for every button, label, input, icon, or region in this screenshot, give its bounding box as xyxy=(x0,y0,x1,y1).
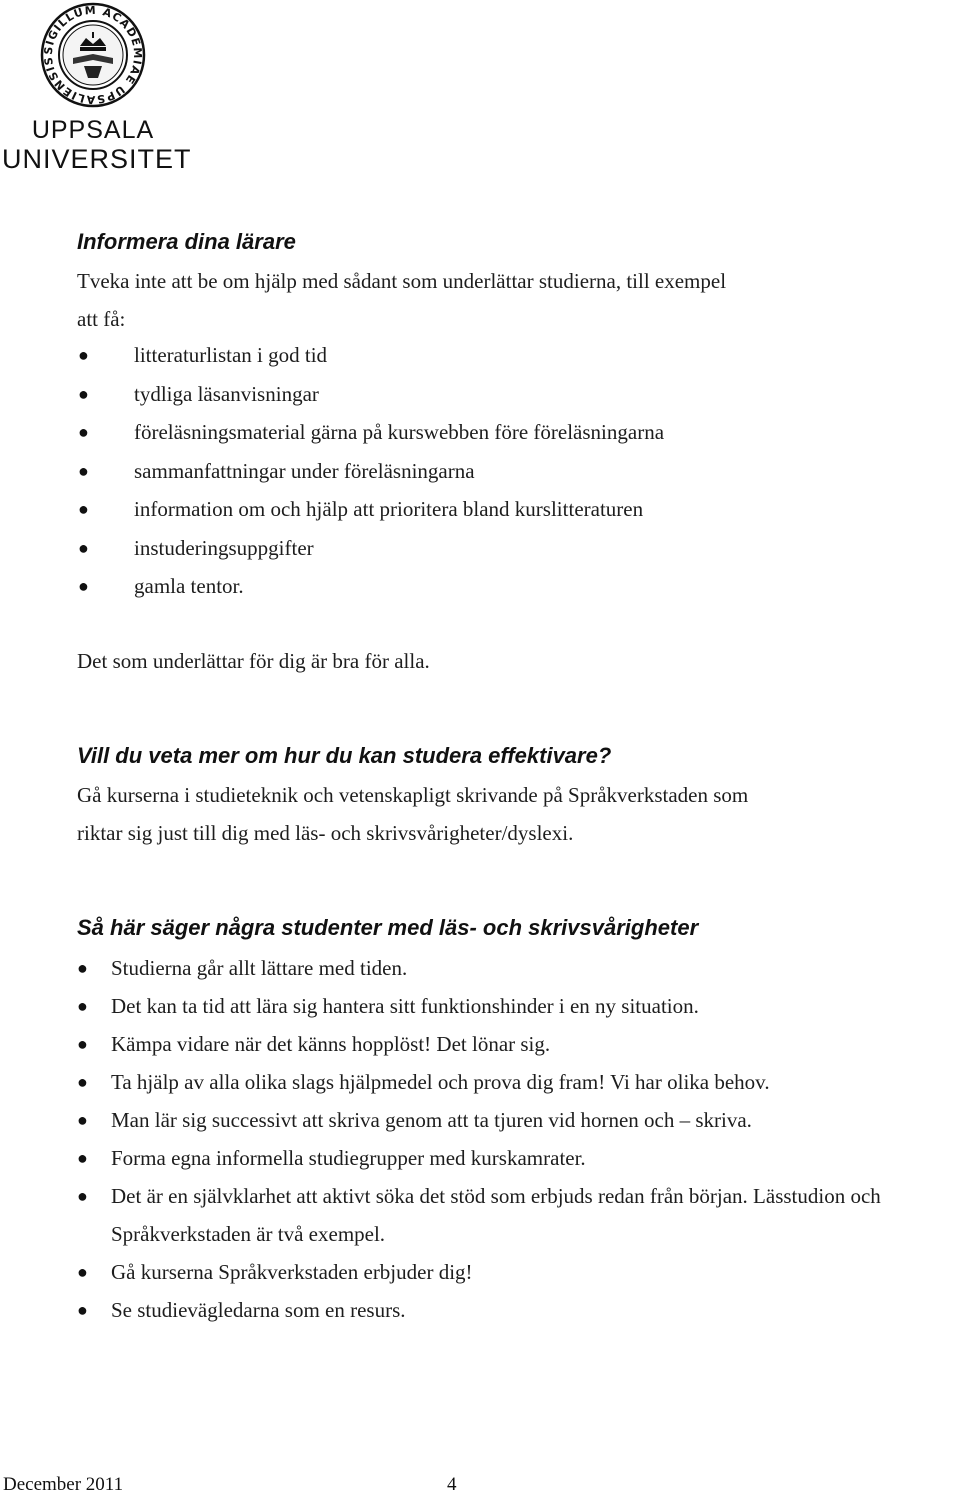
list-item: ● Forma egna informella studiegrupper med kurskamrater. xyxy=(77,1139,957,1177)
section2-heading: Vill du veta mer om hur du kan studera effektivare? xyxy=(77,743,612,768)
list-item: ● Det är en självklarhet att aktivt söka det stöd som erbjuds redan från början. Lässtudion och Språkverkstaden är två exempel. xyxy=(77,1177,960,1253)
list-item: ● Studierna går allt lättare med tiden. xyxy=(77,949,957,987)
list-item: ● Ta hjälp av alla olika slags hjälpmedel och prova dig fram! Vi har olika behov. xyxy=(77,1063,911,1101)
bullet-icon: ● xyxy=(77,958,88,978)
section1-intro-line1: Tveka inte att be om hjälp med sådant som underlättar studierna, till exempel xyxy=(77,269,727,293)
list-item: ● tydliga läsanvisningar xyxy=(77,375,664,414)
logo-wordmark-line1: UPPSALA xyxy=(31,116,155,144)
section1-closing: Det som underlättar för dig är bra för alla. xyxy=(77,649,430,673)
bullet-icon: ● xyxy=(78,383,89,404)
uppsala-university-logo xyxy=(2,2,192,178)
university-seal-icon xyxy=(40,2,146,108)
list-item: ● Gå kurserna Språkverkstaden erbjuder dig! xyxy=(77,1253,957,1291)
footer-page-number: 4 xyxy=(447,1474,457,1495)
list-item: ● information om och hjälp att prioritera bland kurslitteraturen xyxy=(77,490,664,529)
bullet-icon: ● xyxy=(77,1186,88,1206)
list-item: ● föreläsningsmaterial gärna på kurswebben före föreläsningarna xyxy=(77,413,664,452)
bullet-icon: ● xyxy=(77,1262,88,1282)
bullet-icon: ● xyxy=(78,460,89,481)
list-item: ● Kämpa vidare när det känns hopplöst! Det lönar sig. xyxy=(77,1025,957,1063)
bullet-icon: ● xyxy=(78,499,89,519)
list-item: ● Det kan ta tid att lära sig hantera sitt funktionshinder i en ny situation. xyxy=(77,987,957,1025)
bullet-icon: ● xyxy=(78,422,89,442)
bullet-icon: ● xyxy=(78,537,89,558)
list-item: ● Man lär sig successivt att skriva genom att ta tjuren vid hornen och – skriva. xyxy=(77,1101,957,1139)
section2-body-line2: riktar sig just till dig med läs- och skrivsvårigheter/dyslexi. xyxy=(77,821,574,845)
section3-list xyxy=(77,949,957,1329)
bullet-icon: ● xyxy=(77,1034,88,1054)
list-item: ● instuderingsuppgifter xyxy=(77,529,664,568)
list-item: ● Se studievägledarna som en resurs. xyxy=(77,1291,957,1329)
bullet-icon: ● xyxy=(77,1072,88,1092)
section1-heading: Informera dina lärare xyxy=(77,229,296,254)
bullet-icon: ● xyxy=(78,345,89,365)
svg-text:SIGILLUM ACADEMIAE UPSALIENSIS: SIGILLUM ACADEMIAE UPSALIENSIS xyxy=(41,3,145,107)
section1-intro-line2: att få: xyxy=(77,307,126,331)
section3-heading: Så här säger några studenter med läs- och skrivsvårigheter xyxy=(77,915,699,940)
section1-list xyxy=(77,336,664,606)
footer-date: December 2011 xyxy=(3,1474,124,1495)
list-item: ● litteraturlistan i god tid xyxy=(77,336,664,375)
bullet-icon: ● xyxy=(78,576,89,596)
list-item: ● sammanfattningar under föreläsningarna xyxy=(77,452,664,491)
bullet-icon: ● xyxy=(77,1148,88,1168)
section2-body-line1: Gå kurserna i studieteknik och vetenskapligt skrivande på Språkverkstaden som xyxy=(77,783,749,807)
list-item: ● gamla tentor. xyxy=(77,567,664,606)
bullet-icon: ● xyxy=(77,996,88,1016)
logo-wordmark-line2: UNIVERSITET xyxy=(2,144,192,174)
bullet-icon: ● xyxy=(77,1300,88,1320)
bullet-icon: ● xyxy=(77,1110,88,1130)
